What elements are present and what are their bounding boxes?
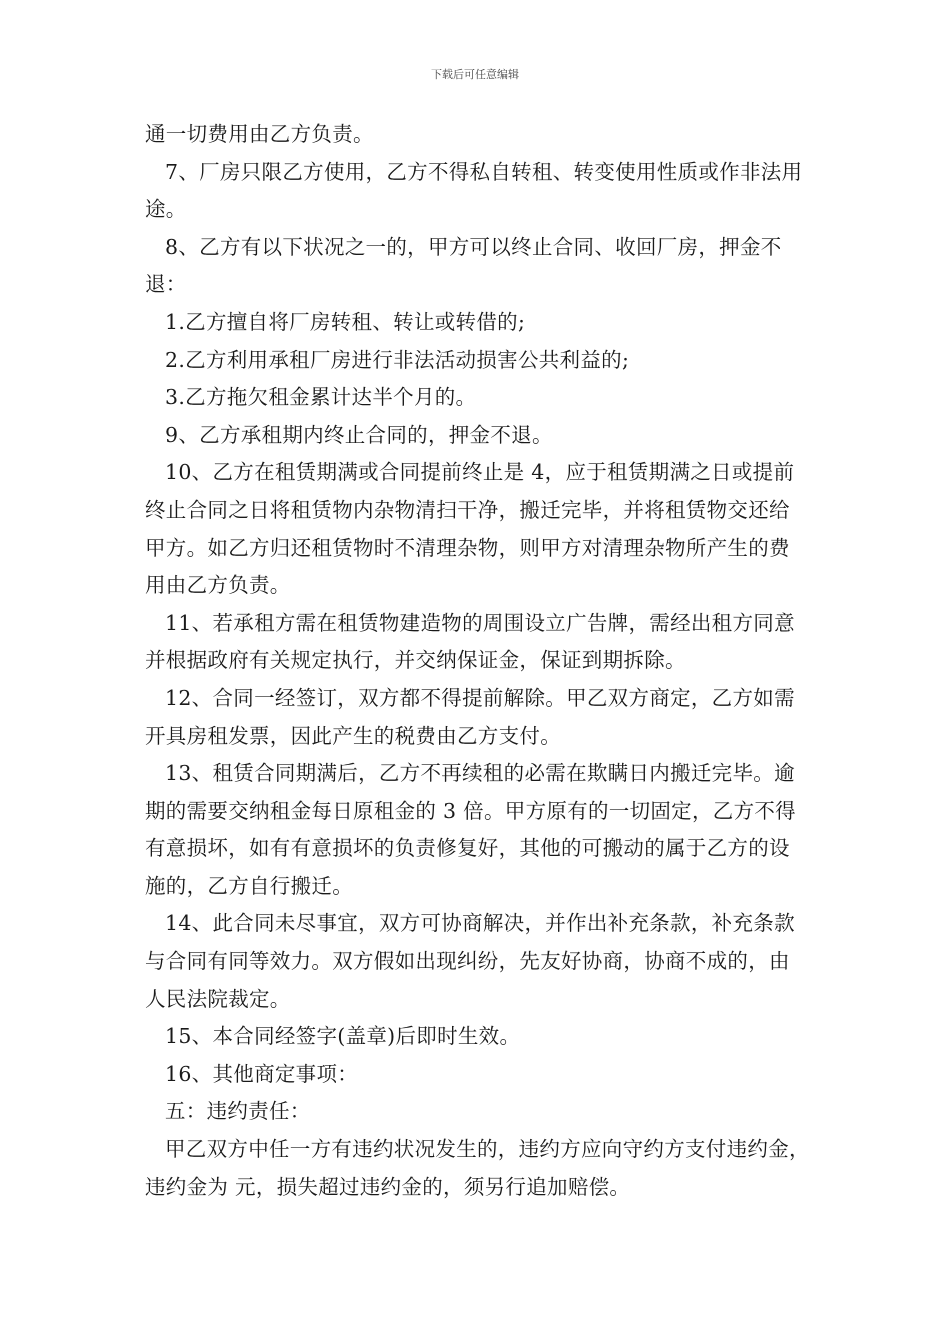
clause-7: 7、厂房只限乙方使用，乙方不得私自转租、转变使用性质或作非法用途。 [145,159,803,222]
clause-15: 15、本合同经签字(盖章)后即时生效。 [165,1024,521,1049]
page-header: 下载后可任意编辑 [431,68,519,81]
clause-16: 16、其他商定事项： [165,1061,359,1086]
clause-8-item-1: 1.乙方擅自将厂房转租、转让或转借的; [165,309,526,334]
clause-8-item-3: 3.乙方拖欠租金累计达半个月的。 [165,385,477,410]
clause-11: 11、若承租方需在租赁物建造物的周围设立广告牌，需经出租方同意并根据政府有关规定执行，并交纳保证金，保证到期拆除。 [145,610,795,673]
clause-14: 14、此合同未尽事宜，双方可协商解决，并作出补充条款，补充条款与合同有同等效力。双方假如出现纠纷，先友好协商，协商不成的，由人民法院裁定。 [145,911,795,1011]
document-body [145,116,810,1206]
clause-12: 12、合同一经签订，双方都不得提前解除。甲乙双方商定，乙方如需开具房租发票，因此产生的税费由乙方支付。 [145,685,795,748]
clause-8-item-2: 2.乙方利用承租厂房进行非法活动损害公共利益的; [165,347,630,372]
clause-10: 10、乙方在租赁期满或合同提前终止是 4，应于租赁期满之日或提前终止合同之日将租赁物内杂物清扫干净，搬迁完毕，并将租赁物交还给甲方。如乙方归还租赁物时不清理杂物，则甲方对清理杂物所产生的费用由乙方负责。 [145,460,795,598]
clause-8: 8、乙方有以下状况之一的，甲方可以终止合同、收回厂房，押金不退： [145,234,782,297]
clause-9: 9、乙方承租期内终止合同的，押金不退。 [165,422,553,447]
section-heading-breach: 五：违约责任： [165,1099,311,1124]
clause-13: 13、租赁合同期满后，乙方不再续租的必需在欺瞒日内搬迁完毕。逾期的需要交纳租金每日原租金的 3 倍。甲方原有的一切固定，乙方不得有意损坏，如有有意损坏的负责修复好，其他的可搬动的属于乙方的设施的，乙方自行搬迁。 [145,761,796,898]
paragraph-continuation: 通一切费用由乙方负责。 [145,122,374,146]
breach-clause: 甲乙双方中任一方有违约状况发生的，违约方应向守约方支付违约金，违约金为 元，损失超过违约金的，须另行追加赔偿。 [145,1137,810,1199]
